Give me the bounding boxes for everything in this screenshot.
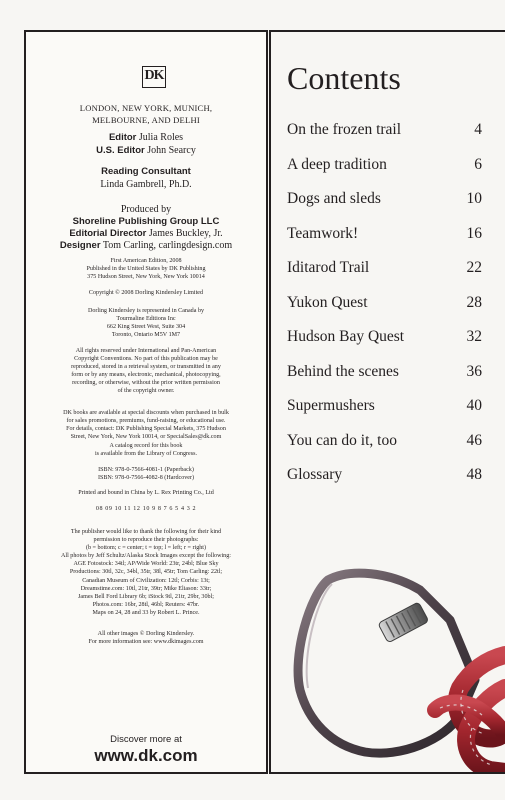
toc-item-hudson-bay-quest[interactable] <box>287 325 482 360</box>
special-sales: DK books are available at special discounts when purchased in bulk for sales promotions, premiums, fund-raising, or educational use. For details, contact: DK Publishing Special Markets, 375 Hudson Street, New York, New York 10014, or SpecialSales@dk.com <box>63 410 229 441</box>
photo-credits: The publisher would like to thank the following for their kind permission to reproduce their photographs: (b = bottom; c = center; t = top; l = left; r = right) All photos by Jeff Schultz/Alaska Stock Images except the following: AGE Fotostock: 34tl; AP/Wide World: 23tr, 24bl; Blue Sky Productions: 30tl, 32c, 34bl, 35tr, 38l, 45tr; Tom Carling: 22tl; Canadian Museum of Civilization: 12tl; Corbis: 13t; Dreamstime.com: 10tl, 21tr, 39tr; Mike Eliason: 33tr; James Bell Ford Library 6b; iStock 9tl, 21tr, 29br, 30bl; Photos.com: 16br, 28tl, 46bl; Reuters: 47br. Maps on 24, 28 and 33 by Robert L. Prince. <box>61 529 231 616</box>
top-border <box>269 30 505 32</box>
toc-item-behind-the-scenes[interactable] <box>287 360 482 395</box>
toc-label: Iditarod Trail <box>287 259 370 276</box>
toc-item-iditarod-trail[interactable] <box>287 256 482 291</box>
toc-page-number: 36 <box>466 362 482 380</box>
copyright-panel <box>24 30 268 774</box>
toc-item-on-the-frozen-trail[interactable] <box>287 118 482 153</box>
toc-item-teamwork[interactable] <box>287 222 482 257</box>
toc-item-glossary[interactable] <box>287 463 482 498</box>
website-link[interactable]: www.dk.com <box>94 746 198 765</box>
bottom-border <box>269 772 505 774</box>
toc-item-supermushers[interactable] <box>287 394 482 429</box>
toc-label: A deep tradition <box>287 155 387 173</box>
toc-label: Yukon Quest <box>287 293 368 311</box>
toc-label: Teamwork! <box>287 224 359 242</box>
print-run-numbers: 08 09 10 11 12 10 9 8 7 6 5 4 3 2 <box>95 506 197 512</box>
catalog-record: A catalog record for this book is available from the Library of Congress. <box>94 443 198 458</box>
toc-page-number: 4 <box>474 121 482 138</box>
copyright-line: Copyright © 2008 Dorling Kindersley Limited <box>88 290 204 296</box>
toc-label: On the frozen trail <box>287 121 402 138</box>
toc-label: You can do it, too <box>287 431 397 449</box>
carabiner-rope-illustration <box>270 560 505 772</box>
publisher-cities: LONDON, NEW YORK, MUNICH, MELBOURNE, AND DELHI <box>79 103 213 125</box>
toc-item-a-deep-tradition[interactable] <box>287 153 482 188</box>
printing-info: Printed and bound in China by L. Rex Printing Co., Ltd <box>78 490 214 496</box>
toc-label: Dogs and sleds <box>287 190 381 207</box>
table-of-contents <box>287 118 482 498</box>
edition-info: First American Edition, 2008 Published in the United States by DK Publishing 375 Hudson Street, New York, New York 10014 <box>86 258 206 281</box>
contents-heading: Contents <box>287 60 401 96</box>
editor-credits: Editor Julia Roles U.S. Editor John Searcy <box>96 132 196 156</box>
production-credits: Produced by Shoreline Publishing Group LLC Editorial Director James Buckley, Jr. Designer Tom Carling, carlingdesign.com <box>59 204 233 251</box>
toc-page-number: 48 <box>466 466 482 483</box>
dk-logo: DK <box>142 66 166 88</box>
toc-page-number: 40 <box>466 397 482 414</box>
toc-page-number: 32 <box>466 328 482 345</box>
toc-page-number: 16 <box>466 224 482 242</box>
toc-page-number: 10 <box>466 190 482 207</box>
toc-label: Hudson Bay Quest <box>287 328 405 345</box>
reading-consultant: Reading Consultant Linda Gambrell, Ph.D. <box>100 166 192 190</box>
toc-label: Behind the scenes <box>287 362 399 380</box>
toc-item-dogs-and-sleds[interactable] <box>287 187 482 222</box>
toc-page-number: 46 <box>466 431 482 449</box>
toc-page-number: 22 <box>466 259 482 276</box>
isbn-numbers: ISBN: 978-0-7566-4081-1 (Paperback) ISBN: 978-0-7566-4082-8 (Hardcover) <box>97 467 195 482</box>
canada-representation: Dorling Kindersley is represented in Canada by Tourmaline Editions Inc 662 King Street West, Suite 304 Toronto, Ontario M5V 1M7 <box>87 308 205 339</box>
toc-label: Glossary <box>287 466 343 483</box>
rights-reserved: All rights reserved under International and Pan-American Copyright Conventions. No part of this publication may be reproduced, stored in a retrieval system, or transmitted in any form or by any means, electronic, mechanical, photocopying, recording, or otherwise, without the prior written permission of the copyright owner. <box>71 348 221 395</box>
toc-page-number: 6 <box>474 155 482 173</box>
toc-label: Supermushers <box>287 397 375 414</box>
toc-item-you-can-do-it-too[interactable] <box>287 429 482 464</box>
toc-page-number: 28 <box>466 293 482 311</box>
carabiner-icon <box>298 573 475 753</box>
other-images-credit: All other images © Dorling Kindersley. For more information see: www.dkimages.com <box>88 631 204 646</box>
discover-more-label: Discover more at <box>110 734 182 745</box>
toc-item-yukon-quest[interactable] <box>287 291 482 326</box>
